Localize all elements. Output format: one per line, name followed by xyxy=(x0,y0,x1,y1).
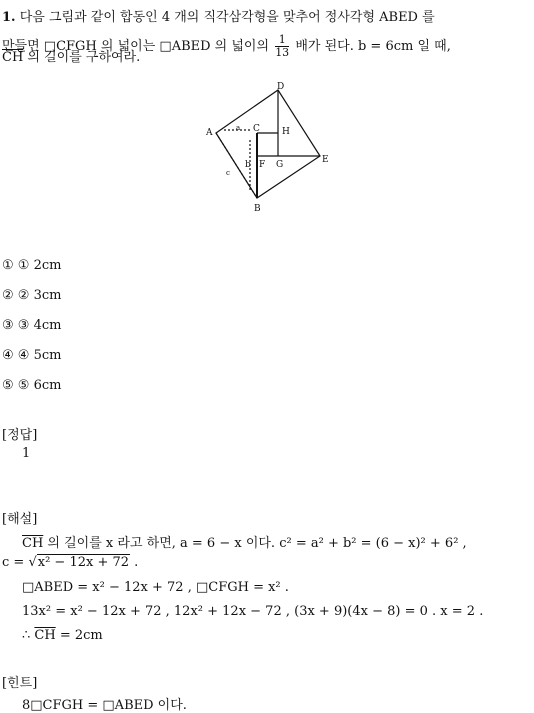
question-text-2: 만들면 □CFGH 의 넓이는 □ABED 의 넓이의 xyxy=(2,39,270,54)
choice-3-mark: ③ xyxy=(2,318,14,333)
label-E: E xyxy=(322,155,329,165)
label-C: C xyxy=(253,124,260,134)
choice-1[interactable] xyxy=(2,258,61,273)
choice-1-label: ① 2cm xyxy=(17,258,62,273)
explanation-line-2: c = √x² − 12x + 72 . xyxy=(2,555,139,570)
choice-2[interactable] xyxy=(2,288,61,303)
choice-5[interactable] xyxy=(2,378,61,393)
choice-4-label: ④ 5cm xyxy=(17,348,62,363)
explanation-line-1 xyxy=(22,532,467,551)
explanation-line-5 xyxy=(22,628,103,643)
explanation-text-1: 의 길이를 x 라고 하면, a = 6 − x 이다. c² = a² + b² = (6 − x)² + 6² , xyxy=(43,536,467,551)
question-number: 1. xyxy=(2,10,16,25)
label-A: A xyxy=(206,128,213,138)
explanation-line-4: 13x² = x² − 12x + 72 , 12x² + 12x − 72 , (3x + 9)(4x − 8) = 0 . x = 2 . xyxy=(22,604,484,619)
label-B: B xyxy=(254,204,261,214)
choice-4-mark: ④ xyxy=(2,348,14,363)
explanation-result: = 2cm xyxy=(55,628,103,643)
hint-text: 8□CFGH = □ABED 이다. xyxy=(22,698,187,713)
segment-ch: $\overline{CH}$ xyxy=(2,50,24,65)
fraction-denominator: 13 xyxy=(275,46,290,59)
answer-heading: [정답] xyxy=(2,428,38,443)
question-text-1: 다음 그림과 같이 합동인 4 개의 직각삼각형을 맞추어 정사각형 ABED 를 xyxy=(19,10,435,25)
square-abed xyxy=(216,90,320,198)
answer-value: 1 xyxy=(22,446,31,461)
explanation-radicand: x² − 12x + 72 xyxy=(37,555,130,570)
choice-3-label: ③ 4cm xyxy=(17,318,62,333)
fraction-numerator: 1 xyxy=(275,34,289,47)
question-text-4: b = 6cm 일 때, xyxy=(357,39,451,54)
label-G: G xyxy=(276,160,284,170)
label-c: c xyxy=(226,169,230,177)
explanation-heading: [해설] xyxy=(2,512,38,527)
question-line-1 xyxy=(2,6,435,25)
label-H: H xyxy=(282,127,290,137)
explanation-line-3: □ABED = x² − 12x + 72 , □CFGH = x² . xyxy=(22,580,289,595)
choice-5-mark: ⑤ xyxy=(2,378,14,393)
choice-1-mark: ① xyxy=(2,258,14,273)
choice-4[interactable] xyxy=(2,348,61,363)
choice-5-label: ⑤ 6cm xyxy=(17,378,62,393)
explanation-segment-ch: $\overline{CH}$ xyxy=(22,536,44,551)
hint-heading: [힌트] xyxy=(2,676,38,691)
explanation-therefore: ∴ xyxy=(22,628,35,643)
explanation-text-2a: c = xyxy=(2,555,29,570)
question-line-3 xyxy=(2,46,140,65)
explanation-text-2b: . xyxy=(130,555,139,570)
fraction xyxy=(275,34,289,59)
choice-2-mark: ② xyxy=(2,288,14,303)
explanation-result-segment: $\overline{CH}$ xyxy=(34,628,56,643)
choice-2-label: ② 3cm xyxy=(17,288,62,303)
question-text-3: 배가 된다. xyxy=(295,39,354,54)
choice-3[interactable] xyxy=(2,318,61,333)
geometry-figure xyxy=(200,80,340,215)
label-D: D xyxy=(277,82,285,92)
label-F: F xyxy=(259,160,266,170)
label-b: b xyxy=(245,160,251,170)
question-text-5: 의 길이를 구하여라. xyxy=(23,50,141,65)
label-a: a xyxy=(236,124,241,132)
